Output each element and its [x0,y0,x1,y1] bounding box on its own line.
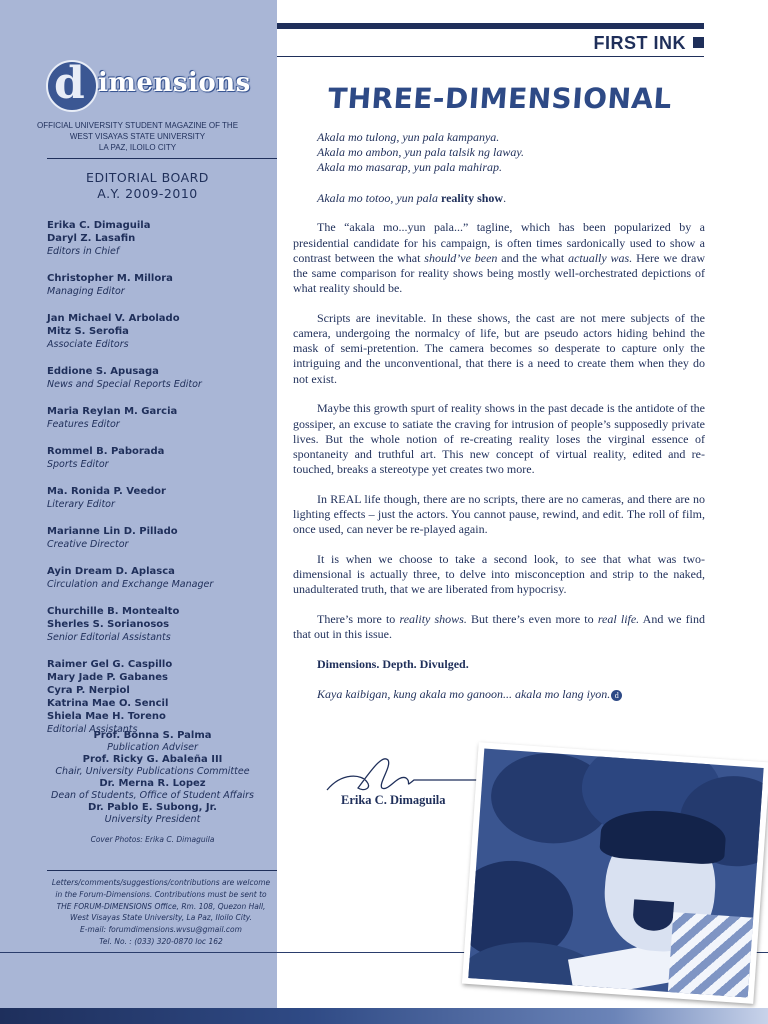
org-line: WEST VISAYAS STATE UNIVERSITY [69,132,206,141]
contact-line: E-mail: forumdimensions.wvsu@gmail.com [80,925,242,935]
emphasis: should’ve been [424,250,498,265]
staff-group [47,605,272,644]
text: There’s more to [317,612,400,627]
logo-wordmark: imensions [98,68,251,98]
editorial-board-heading [40,170,255,202]
staff-group [47,445,272,471]
divider [47,158,277,159]
paragraph-3: Maybe this growth spurt of reality shows in the past decade is the antidote of the gossiper, an excuse to satiate the craving for intrusion of people’s supposedly private lives. But the whole notion of re-creating reality loses the virginal essence of spontaneity and truthful art. This new concept of virtual reality, edited and re-touched, breaks a stereotype yet creates two more. [293,401,705,477]
contact-line: THE FORUM-DIMENSIONS Office, Rm. 108, Quezon Hall, [56,901,266,911]
org-info [30,120,245,153]
staff-role: News and Special Reports Editor [47,379,202,390]
header-rule [277,56,704,57]
article-title: THREE-DIMENSIONAL [326,82,674,115]
text: But there’s even more to [466,612,598,627]
staff-role: Senior Editorial Assistants [47,632,171,643]
staff-group [47,658,272,736]
staff-group [47,312,272,351]
staff-role: Creative Director [47,539,129,550]
bottom-band [0,1008,768,1024]
contact-line: West Visayas State University, La Paz, Iloilo City. [69,913,253,923]
staff-group [47,565,272,591]
adviser-name: Prof. Bonna S. Palma [93,730,212,741]
emphasis: actually was. [568,250,633,265]
org-line: OFFICIAL UNIVERSITY STUDENT MAGAZINE OF THE [36,121,239,130]
contact-info [45,877,277,948]
section-title: FIRST INK [593,33,686,53]
closing-text: Kaya kaibigan, kung akala mo ganoon... akala mo lang iyon. [317,686,611,701]
org-line: LA PAZ, ILOILO CITY [98,143,177,152]
staff-name: Shiela Mae H. Toreno [47,711,166,722]
staff-role: Editors in Chief [47,246,120,257]
staff-name: Eddione S. Apusaga [47,366,159,377]
tagline: Dimensions. Depth. Divulged. [317,656,469,671]
verse-line: Akala mo ambon, yun pala talsik ng laway. [317,145,524,160]
staff-role: Editorial Assistants [47,724,138,735]
staff-name: Christopher M. Millora [47,273,173,284]
dimensions-logo [46,60,256,114]
staff-name: Mitz S. Serofia [47,326,129,337]
staff-role: Sports Editor [47,459,109,470]
text: and the what [497,250,569,265]
staff-name: Cyra P. Nerpiol [47,685,130,696]
staff-group [47,405,272,431]
staff-list [47,219,272,750]
staff-role: Circulation and Exchange Manager [47,579,214,590]
verse-emphasis: reality show [440,190,504,205]
contact-line: in the Forum-Dimensions. Contributions must be sent to [55,889,267,899]
staff-group [47,272,272,298]
staff-name: Rommel B. Paborada [47,446,165,457]
paragraph-5: It is when we choose to take a second look, to see that what was two-dimensional is actually three, to delve into misconception and strip to the naked, unadulterated truth, that we are liberated from hypocrisy. [293,551,705,597]
paragraph-1 [293,220,705,296]
staff-group [47,365,272,391]
text: And we find that out in this issue. [293,612,705,642]
emphasis: real life. [597,612,640,627]
staff-name: Daryl Z. Lasafin [47,233,136,244]
staff-role: Associate Editors [47,339,129,350]
cover-photo [462,742,768,1004]
paragraph-2: Scripts are inevitable. In these shows, the cast are not mere subjects of the camera, undergoing the normalcy of life, but are pseudo actors hiding behind the mask of semi-pretention. The camera becomes so desperate to capture only the intriguing and the unconventional, that there is a need to create them when they do not exist. [293,310,705,386]
divider [47,870,277,871]
adviser-role: University President [104,814,201,825]
staff-name: Raimer Gel G. Caspillo [47,659,173,670]
staff-name: Mary Jade P. Gabanes [47,672,169,683]
text: The “akala mo...yun pala...” tagline, which has been popularized by a presidential candidate for his campaign, is often times sardonically used to show a contrast between the what [293,220,705,265]
verse-last-line [317,191,705,206]
staff-name: Jan Michael V. Arbolado [47,313,180,324]
staff-name: Churchille B. Montealto [47,606,180,617]
cover-photo-credit: Cover Photos: Erika C. Dimaguila [90,835,215,844]
staff-name: Katrina Mae O. Sencil [47,698,169,709]
editorial-board-year: A.Y. 2009-2010 [97,186,198,201]
logo-initial: d [54,58,85,109]
contact-line: Tel. No. : (033) 320-0870 loc 162 [99,936,223,946]
closing-line [293,687,705,702]
signature-name: Erika C. Dimaguila [341,793,446,807]
staff-role: Literary Editor [47,499,115,510]
adviser-role: Dean of Students, Office of Student Affairs [51,790,254,801]
adviser-role: Chair, University Publications Committee [55,766,250,777]
staff-group [47,485,272,511]
staff-name: Marianne Lin D. Pillado [47,526,178,537]
paragraph-6 [293,612,705,642]
end-mark-icon: d [611,690,622,701]
verse-end: . [503,190,507,205]
verse-line: Akala mo tulong, yun pala kampanya. [317,130,500,144]
editorial-board-title: EDITORIAL BOARD [86,170,209,185]
verse-line: Akala mo masarap, yun pala mahirap. [317,160,502,175]
photo-image [468,749,763,998]
staff-name: Ma. Ronida P. Veedor [47,486,166,497]
section-label [594,33,705,54]
adviser-name: Dr. Merna R. Lopez [99,778,206,789]
shirt-shape [667,912,764,997]
staff-name: Erika C. Dimaguila [47,220,151,231]
adviser-role: Publication Adviser [107,742,198,753]
adviser-name: Dr. Pablo E. Subong, Jr. [88,802,217,813]
square-icon [693,37,704,48]
staff-group [47,525,272,551]
advisers-list [40,730,265,846]
staff-name: Ayin Dream D. Aplasca [47,566,175,577]
staff-group [47,219,272,258]
article-body [293,130,705,716]
staff-name: Sherles S. Sorianosos [47,619,170,630]
text: Here we draw the same comparison for reality shows being mostly well-orchestrated depictions of what reality should be. [293,250,706,296]
opening-verse [293,130,705,206]
header-bar [277,23,704,29]
sidebar [0,0,277,1024]
staff-name: Maria Reylan M. Garcia [47,406,178,417]
staff-role: Managing Editor [47,286,125,297]
adviser-name: Prof. Ricky G. Abaleña III [82,754,223,765]
paragraph-4: In REAL life though, there are no scripts, there are no cameras, and there are no lighting effects – just the actors. You cannot pause, rewind, and edit. The roll of film, once used, can never be re-played again. [293,491,705,537]
contact-line: Letters/comments/suggestions/contributions are welcome [51,878,271,887]
staff-role: Features Editor [47,419,120,430]
emphasis: reality shows. [399,612,467,627]
verse-text: Akala mo totoo, yun pala [317,190,441,205]
